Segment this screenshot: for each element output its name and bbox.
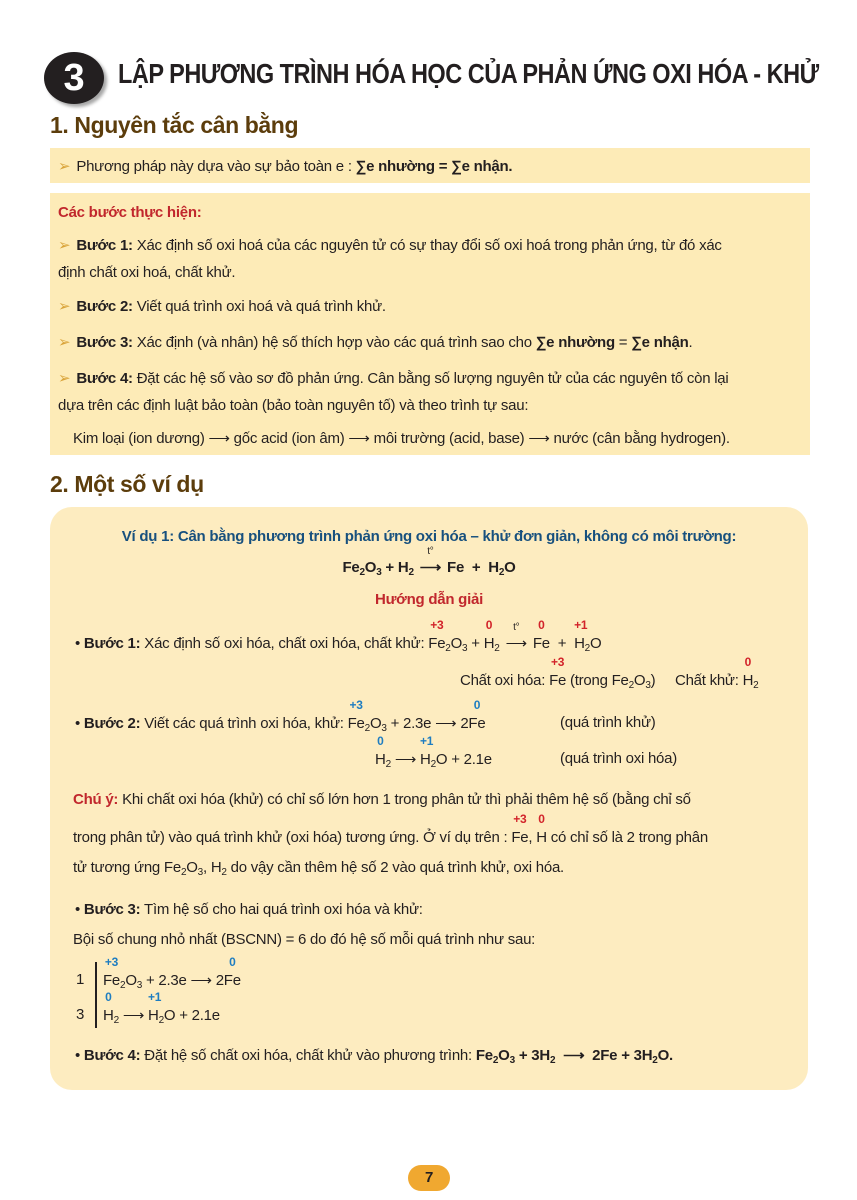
lcm-text: Bội số chung nhỏ nhất (BSCNN) = 6 do đó hệ số mỗi quá trình như sau:	[73, 931, 536, 948]
subscript: 3	[645, 680, 651, 691]
step-text: Xác định số oxi hoá của các nguyên tử có sự thay đổi số oxi hoá trong phản ứng, từ đó xác	[132, 237, 722, 254]
chemical-formula	[476, 1046, 673, 1064]
formula-text: có chỉ số là 2 trong phân	[546, 829, 708, 846]
oxidation-equation-2	[103, 990, 220, 1026]
formula-text: O	[589, 635, 602, 652]
element-with-oxidation-number	[532, 618, 550, 652]
formula-text: + 2.3e ⟶ 2	[386, 715, 469, 732]
note-label: Chú ý:	[73, 791, 119, 808]
formula-text: trong phân tử) vào quá trình khử (oxi hóa) tương ứng. Ở ví dụ trên :	[73, 829, 512, 846]
principle-formula: ∑e nhường = ∑e nhận.	[355, 158, 513, 175]
element-with-oxidation-number	[103, 990, 114, 1024]
subscript: 2	[445, 643, 451, 654]
element-with-oxidation-number	[375, 734, 386, 768]
element-symbol: Fe	[103, 972, 121, 989]
subscript: 3	[462, 643, 468, 654]
formula-text: , H	[202, 859, 222, 876]
note-text: Khi chất oxi hóa (khử) có chỉ số lớn hơn 1 trong phân tử thì phải thêm hệ số (bằng chỉ số	[118, 791, 691, 808]
step-label: Bước 4:	[76, 370, 133, 387]
section-number-badge: 3	[44, 52, 104, 104]
coefficient-bracket	[95, 962, 97, 1028]
chemical-formula	[342, 546, 516, 578]
element-with-oxidation-number	[223, 955, 241, 989]
subscript: 3	[136, 980, 143, 991]
oxidation-number: 0	[538, 618, 545, 632]
element-with-oxidation-number	[347, 698, 365, 732]
subscript: 2	[492, 1055, 499, 1066]
subscript: 2	[408, 567, 414, 578]
subscript: 2	[549, 1055, 556, 1066]
subscript: 2	[359, 567, 365, 578]
arrow-bullet-icon: ➢	[58, 370, 71, 387]
step-text: =	[614, 334, 632, 351]
oxidation-number: 0	[538, 812, 545, 826]
chemical-formula	[103, 955, 241, 991]
section-heading-1: 1. Nguyên tắc cân bằng	[50, 112, 299, 138]
arrow-bullet-icon: ➢	[58, 158, 71, 175]
element-symbol: Fe	[428, 635, 446, 652]
arrow-condition: t°	[513, 622, 520, 633]
subscript: 2	[158, 1015, 164, 1026]
formula-text: O	[633, 672, 646, 689]
element-with-oxidation-number	[536, 812, 547, 846]
formula-text: Fe	[342, 559, 360, 576]
arrow-glyph: ⟶	[419, 559, 442, 576]
subscript: 2	[385, 759, 391, 770]
subscript: 3	[376, 567, 382, 578]
chemical-formula	[428, 618, 602, 654]
subscript: 2	[494, 643, 500, 654]
guide-heading: Hướng dẫn giải	[374, 591, 484, 608]
step-label: Bước 2:	[83, 715, 141, 732]
element-with-oxidation-number	[742, 655, 754, 689]
step-label: Bước 1:	[83, 635, 141, 652]
subscript: 3	[381, 723, 387, 734]
element-symbol: Fe	[532, 635, 550, 652]
page-title: LẬP PHƯƠNG TRÌNH HÓA HỌC CỦA PHẢN ỨNG OXI HÓA - KHỬ	[118, 58, 819, 89]
formula-text: ,	[528, 829, 537, 846]
oxidation-number: +1	[574, 618, 588, 632]
element-with-oxidation-number	[148, 990, 162, 1024]
element-with-oxidation-number	[549, 655, 567, 689]
example-step-1: • Bước 1: Xác định số oxi hóa, chất oxi hóa, chất khử: +3 $Fe_2O_3$ + 0 $H_2$ t° ⟶ 0 Fe + +1 $H_2O$	[75, 618, 602, 654]
step-text: Xác định số oxi hóa, chất oxi hóa, chất khử:	[140, 635, 429, 652]
step-label: Bước 1:	[76, 237, 133, 254]
formula-text: +	[467, 635, 484, 652]
oxidation-number: +1	[148, 990, 162, 1004]
arrow-condition: t°	[427, 546, 434, 557]
formula-text: O + 2.1e	[163, 1007, 220, 1024]
element-symbol: Fe	[468, 715, 486, 732]
step-text: Tìm hệ số cho hai quá trình oxi hóa và khử:	[140, 901, 423, 918]
formula-text: Chất oxi hóa:	[460, 672, 550, 689]
oxidation-number: +3	[550, 655, 565, 669]
formula-text: tử tương ứng Fe	[73, 859, 181, 876]
oxidation-number: +3	[349, 698, 363, 712]
oxidation-number: 0	[744, 655, 752, 669]
reaction-arrow-icon	[419, 546, 442, 576]
element-symbol: Fe	[549, 672, 567, 689]
formula-text: O	[125, 972, 137, 989]
element-symbol: H	[420, 751, 431, 768]
section-heading-2: 2. Một số ví dụ	[50, 471, 204, 497]
formula-text: (trong Fe	[566, 672, 629, 689]
oxidation-number: +3	[513, 812, 527, 826]
element-with-oxidation-number	[468, 698, 486, 732]
step-label: Bước 2:	[76, 298, 133, 315]
step-4-cont: dựa trên các định luật bảo toàn (bảo toàn nguyên tố) và theo trình tự sau:	[58, 397, 529, 414]
oxidation-equation	[375, 734, 492, 770]
step-label: Bước 3:	[83, 901, 141, 918]
oxidation-number: 0	[105, 990, 112, 1004]
step-text: Viết các quá trình oxi hóa, khử:	[140, 715, 348, 732]
formula-text: + H	[381, 559, 409, 576]
formula-text: O	[364, 559, 377, 576]
subscript: 2	[430, 759, 436, 770]
element-with-oxidation-number	[103, 955, 121, 989]
formula-text: O	[504, 559, 516, 576]
chemical-formula	[460, 655, 759, 691]
element-with-oxidation-number	[574, 618, 588, 652]
note-line-1	[73, 791, 691, 808]
subscript: 2	[584, 643, 590, 654]
example-step-1-agents	[460, 655, 759, 691]
element-symbol: Fe	[223, 972, 241, 989]
arrow-glyph: ⟶	[505, 635, 527, 652]
element-symbol: H	[148, 1007, 159, 1024]
formula-text: + 2.3e ⟶ 2	[142, 972, 224, 989]
chemical-formula	[73, 812, 708, 846]
formula-text: O	[369, 715, 382, 732]
element-symbol: H	[742, 672, 754, 689]
subscript: 2	[628, 680, 634, 691]
oxidation-note: (quá trình oxi hóa)	[560, 750, 677, 767]
formula-text: do vậy cần thêm hệ số 2 vào quá trình khử, oxi hóa.	[226, 859, 564, 876]
formula-text: O	[498, 1047, 510, 1064]
chemical-formula	[103, 990, 220, 1026]
example-step-4: • Bước 4: Đặt hệ số chất oxi hóa, chất khử vào phương trình: $Fe_2O_3 + 3H_2$ ⟶ $2Fe + 3H_2O$.	[75, 1047, 673, 1066]
element-with-oxidation-number	[511, 812, 529, 846]
example-title: Ví dụ 1: Cân bằng phương trình phản ứng oxi hóa – khử đơn giản, không có môi trường:	[121, 528, 737, 545]
step-3	[58, 333, 692, 351]
formula-text: Fe + H	[447, 559, 499, 576]
step-text: .	[688, 334, 693, 351]
step-formula: ∑e nhận	[631, 334, 689, 351]
oxidation-number: 0	[485, 618, 493, 632]
subscript: 2	[113, 1015, 119, 1026]
note-line-3	[73, 859, 564, 876]
oxidation-number: 0	[377, 734, 384, 748]
step-text: Xác định (và nhân) hệ số thích hợp vào các quá trình sao cho	[132, 334, 536, 351]
formula-text: O	[450, 635, 463, 652]
arrow-bullet-icon: ➢	[58, 298, 71, 315]
element-with-oxidation-number	[428, 618, 446, 652]
coefficient-1: 1	[76, 971, 85, 988]
formula-text: ⟶	[390, 751, 420, 768]
step-4	[58, 369, 728, 387]
chemical-formula	[347, 698, 486, 734]
subscript: 2	[364, 723, 370, 734]
note-line-2	[73, 812, 708, 846]
subscript: 3	[197, 867, 203, 878]
element-with-oxidation-number	[420, 734, 434, 768]
formula-text: O + 2.1e	[435, 751, 492, 768]
subscript: 2	[753, 680, 759, 691]
element-symbol: H	[103, 1007, 114, 1024]
element-symbol: H	[483, 635, 495, 652]
arrow-bullet-icon: ➢	[58, 334, 71, 351]
principle-text	[58, 157, 512, 175]
step-label: Bước 3:	[76, 334, 133, 351]
formula-text: ) Chất khử:	[650, 672, 743, 689]
element-symbol: H	[536, 829, 547, 846]
steps-title: Các bước thực hiện:	[58, 204, 202, 221]
subscript: 2	[221, 867, 227, 878]
step-text: Viết quá trình oxi hoá và quá trình khử.	[132, 298, 386, 315]
example-step-3: • Bước 3: Tìm hệ số cho hai quá trình oxi hóa và khử:	[75, 901, 423, 918]
step-formula: ∑e nhường	[535, 334, 615, 351]
oxidation-number: 0	[229, 955, 236, 969]
example-equation	[50, 546, 808, 578]
reaction-arrow-icon	[505, 622, 527, 652]
subscript: 2	[180, 867, 187, 878]
subscript: 2	[498, 567, 505, 578]
page-number: 7	[408, 1165, 450, 1191]
step-text: Đặt các hệ số vào sơ đồ phản ứng. Cân bằng số lượng nguyên tử của các nguyên tố còn lại	[132, 370, 729, 387]
example-step-2: • Bước 2: Viết các quá trình oxi hóa, khử: +3 $Fe_2O_3 + 2.3e$ ⟶ 2 0 Fe	[75, 698, 486, 734]
oxidation-number: +3	[104, 955, 119, 969]
oxidation-number: +3	[430, 618, 444, 632]
step-label: Bước 4:	[83, 1047, 141, 1064]
subscript: 2	[120, 980, 126, 991]
subscript: 2	[652, 1055, 658, 1066]
oxidation-number: 0	[473, 698, 481, 712]
principle-label: Phương pháp này dựa vào sự bảo toàn e :	[76, 158, 356, 175]
element-symbol: Fe	[511, 829, 529, 846]
step-text: Đặt hệ số chất oxi hóa, chất khử vào phương trình:	[140, 1047, 476, 1064]
step-1	[58, 236, 722, 254]
coefficient-3: 3	[76, 1006, 85, 1023]
reduction-equation	[103, 955, 241, 991]
element-symbol: Fe	[347, 715, 365, 732]
reduction-note: (quá trình khử)	[560, 714, 656, 731]
formula-text: Fe	[475, 1047, 493, 1064]
formula-text: +	[549, 635, 575, 652]
formula-text: O.	[657, 1047, 673, 1064]
formula-text: + 3H	[514, 1047, 550, 1064]
balancing-order: Kim loại (ion dương) ⟶ gốc acid (ion âm) ⟶ môi trường (acid, base) ⟶ nước (cân bằng hydrogen).	[73, 430, 730, 447]
element-with-oxidation-number	[483, 618, 495, 652]
subscript: 3	[509, 1055, 515, 1066]
steps-box	[50, 193, 810, 455]
formula-text: ⟶	[118, 1007, 148, 1024]
formula-text: ⟶ 2Fe + 3H	[555, 1047, 653, 1064]
chemical-formula	[375, 734, 492, 770]
element-symbol: H	[375, 751, 386, 768]
step-2	[58, 297, 386, 315]
chemical-formula	[73, 859, 564, 876]
formula-text: O	[186, 859, 198, 876]
step-1-cont: định chất oxi hoá, chất khử.	[58, 264, 236, 281]
oxidation-number: +1	[420, 734, 434, 748]
arrow-bullet-icon: ➢	[58, 237, 71, 254]
element-symbol: H	[574, 635, 585, 652]
